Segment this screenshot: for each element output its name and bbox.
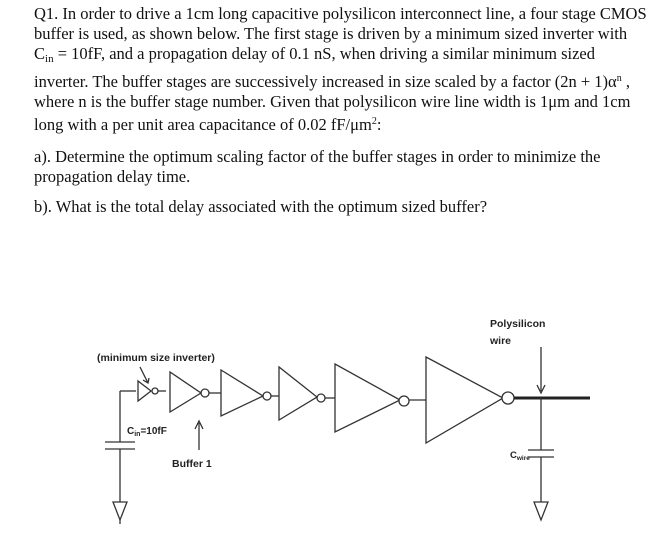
cwire-ground-symbol bbox=[534, 502, 548, 520]
cin-label bbox=[127, 426, 167, 438]
buffer-3-inverter bbox=[279, 367, 317, 420]
buffer-4-bubble bbox=[399, 396, 409, 406]
cin-label-c: C bbox=[127, 426, 135, 437]
question-b-paragraph: b). What is the total delay associated with the optimum sized buffer? bbox=[34, 197, 488, 216]
buffer-5-inverter bbox=[426, 357, 503, 443]
cin-label-value: =10fF bbox=[140, 426, 167, 437]
q1-alpha-exponent: n bbox=[616, 73, 622, 84]
polysilicon-label-line2: wire bbox=[490, 335, 512, 347]
q1-text-2: = 10fF, and a propagation delay of 0.1 nS, when driving a similar minimum sized inverter. The buffer stages are successively increased in size scaled by a factor (2n + 1)α bbox=[34, 44, 617, 91]
buffer-1-bubble bbox=[201, 389, 209, 397]
cwire-label-sub: wire bbox=[516, 455, 530, 462]
buffer-2-inverter bbox=[221, 370, 263, 416]
cin-label-sub: in bbox=[134, 431, 141, 438]
buffer-5-bubble bbox=[502, 392, 514, 404]
buffer-2-bubble bbox=[263, 392, 271, 400]
q1-text-3: , where n is the buffer stage number. Given that polysilicon wire line width is 1μm and 1cm long with a per unit area capacitance of 0.02 fF/μm bbox=[34, 72, 631, 134]
q1-text-4: : bbox=[376, 115, 382, 134]
q1-text-1: Q1. In order to drive a 1cm long capacitive polysilicon interconnect line, a four stage CMOS buffer is used, as shown below. The first stage is driven by a minimum sized inverter with C bbox=[34, 4, 647, 63]
polysilicon-label-line1: Polysilicon bbox=[490, 318, 546, 330]
min-inverter-bubble bbox=[152, 388, 158, 394]
cwire-label bbox=[510, 450, 530, 462]
min-inverter-label: (minimum size inverter) bbox=[97, 352, 215, 364]
buffer-3-bubble bbox=[317, 394, 325, 402]
cwire-label-c: C bbox=[510, 450, 517, 461]
question-a-paragraph: a). Determine the optimum scaling factor of the buffer stages in order to minimize the propagation delay time. bbox=[34, 147, 601, 186]
buffer-1-inverter bbox=[170, 372, 201, 412]
buffer-4-inverter bbox=[335, 364, 400, 432]
q1-cin-subscript: in bbox=[45, 53, 54, 65]
min-inverter-symbol bbox=[138, 381, 151, 401]
q1-area-exponent: 2 bbox=[371, 116, 377, 127]
cin-ground-symbol bbox=[113, 502, 127, 520]
buffer-1-label: Buffer 1 bbox=[172, 458, 212, 470]
